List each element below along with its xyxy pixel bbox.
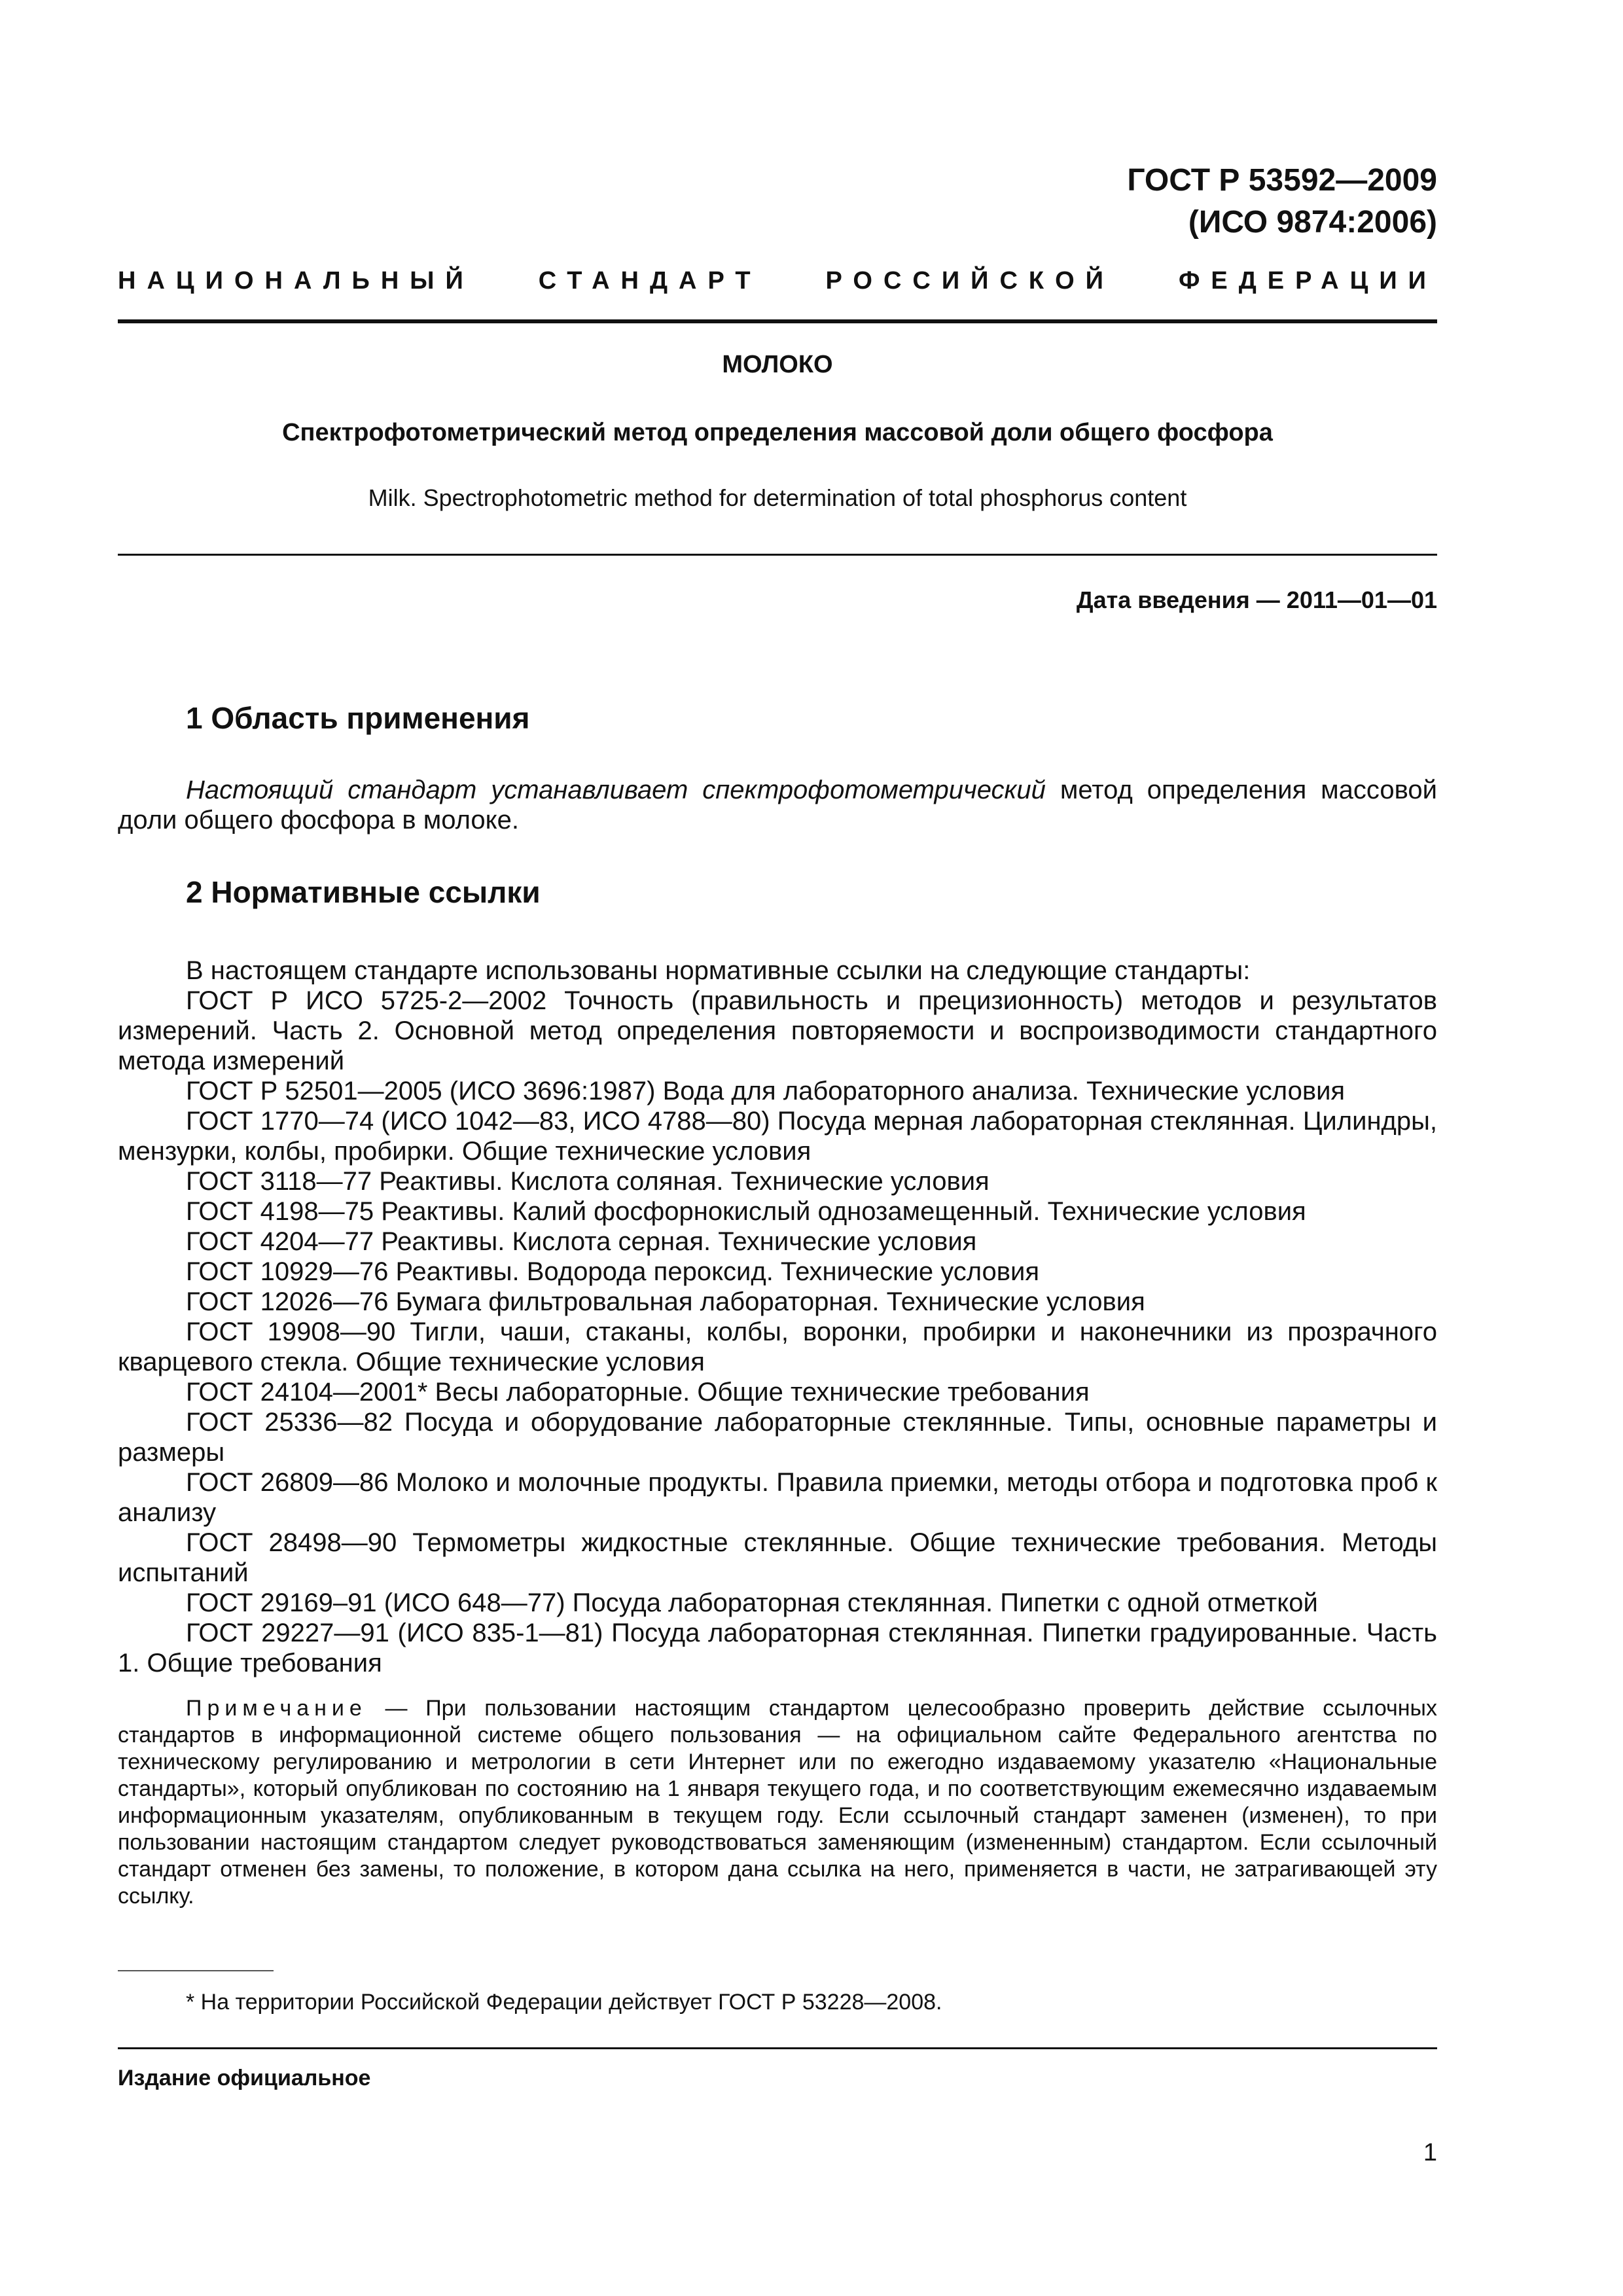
banner-word: НАЦИОНАЛЬНЫЙ [118, 267, 474, 295]
reference-item: ГОСТ Р ИСО 5725-2—2002 Точность (правильность и прецизионность) методов и результатов измерений. Часть 2. Основной метод определения повторяемости и воспроизводимости стандартного метода измерений [118, 986, 1437, 1075]
references-intro: В настоящем стандарте использованы нормативные ссылки на следующие стандарты: [186, 956, 1251, 985]
section-1-heading: 1 Область применения [186, 701, 530, 735]
normative-references-list [118, 956, 1437, 1678]
reference-item: ГОСТ 29169–91 (ИСО 648—77) Посуда лабораторная стеклянная. Пипетки с одной отметкой [186, 1588, 1318, 1617]
section-2-heading: 2 Нормативные ссылки [186, 875, 541, 909]
banner-word: ФЕДЕРАЦИИ [1178, 267, 1437, 295]
banner-word: СТАНДАРТ [538, 267, 762, 295]
reference-item: ГОСТ 10929—76 Реактивы. Водорода пероксид. Технические условия [186, 1257, 1040, 1286]
section-1-text [118, 775, 1437, 835]
reference-item: ГОСТ 25336—82 Посуда и оборудование лабораторные стеклянные. Типы, основные параметры и размеры [118, 1408, 1437, 1467]
references-note [118, 1695, 1437, 1910]
reference-item: ГОСТ 19908—90 Тигли, чаши, стаканы, колбы, воронки, пробирки и наконечники из прозрачного кварцевого стекла. Общие технические условия [118, 1318, 1437, 1376]
gost-code-block [1127, 160, 1437, 243]
section-1-text-italic: Настоящий стандарт устанавливает спектрофотометрический [186, 776, 1046, 804]
reference-item: ГОСТ 1770—74 (ИСО 1042—83, ИСО 4788—80) Посуда мерная лабораторная стеклянная. Цилиндры, мензурки, колбы, пробирки. Общие технические условия [118, 1107, 1437, 1166]
note-label: Примечание [186, 1696, 367, 1721]
document-title: МОЛОКО [722, 351, 833, 378]
page-number: 1 [1423, 2139, 1437, 2166]
footnote: * На территории Российской Федерации действует ГОСТ Р 53228—2008. [186, 1990, 942, 2015]
iso-number: (ИСО 9874:2006) [1188, 205, 1437, 240]
footnote-divider [118, 1970, 274, 1971]
header-divider [118, 319, 1437, 323]
reference-item: ГОСТ 12026—76 Бумага фильтровальная лабораторная. Технические условия [186, 1287, 1145, 1316]
introduction-date: Дата введения — 2011—01—01 [1076, 586, 1437, 613]
reference-item: ГОСТ Р 52501—2005 (ИСО 3696:1987) Вода для лабораторного анализа. Технические условия [186, 1077, 1346, 1105]
national-standard-banner [118, 267, 1437, 295]
title-divider [118, 554, 1437, 556]
reference-item: ГОСТ 26809—86 Молоко и молочные продукты. Правила приемки, методы отбора и подготовка проб к анализу [118, 1468, 1437, 1527]
note-text: — При пользовании настоящим стандартом целесообразно проверить действие ссылочных стандартов в информационной системе общего пользования — на официальном сайте Федерального агентства по техническому регулированию и метрологии в сети Интернет или по ежегодно издаваемому указателю «Национальные стандарты», который опубликован по состоянию на 1 января текущего года, и по соответствующим ежемесячно издаваемым информационным указателям, опубликованным в текущем году. Если ссылочный стандарт заменен (изменен), то при пользовании настоящим стандартом следует руководствоваться заменяющим (измененным) стандартом. Если ссылочный стандарт отменен без замены, то положение, в котором дана ссылка на него, применяется в части, не затрагивающей эту ссылку. [118, 1696, 1437, 1909]
reference-item: ГОСТ 4198—75 Реактивы. Калий фосфорнокислый однозамещенный. Технические условия [186, 1197, 1306, 1226]
section-1-text-rest: метод определения массовой доли общего фосфора в молоке. [118, 776, 1437, 834]
document-subtitle: Спектрофотометрический метод определения массовой доли общего фосфора [282, 419, 1273, 446]
official-edition: Издание официальное [118, 2066, 371, 2090]
banner-word: РОССИЙСКОЙ [825, 267, 1115, 295]
footer-divider [118, 2047, 1437, 2049]
reference-item: ГОСТ 4204—77 Реактивы. Кислота серная. Технические условия [186, 1227, 977, 1256]
gost-number: ГОСТ Р 53592—2009 [1127, 163, 1437, 198]
reference-item: ГОСТ 29227—91 (ИСО 835-1—81) Посуда лабораторная стеклянная. Пипетки градуированные. Часть 1. Общие требования [118, 1619, 1437, 1677]
reference-item: ГОСТ 28498—90 Термометры жидкостные стеклянные. Общие технические требования. Методы испытаний [118, 1528, 1437, 1587]
reference-item: ГОСТ 3118—77 Реактивы. Кислота соляная. Технические условия [186, 1167, 990, 1196]
reference-item: ГОСТ 24104—2001* Весы лабораторные. Общие технические требования [186, 1378, 1090, 1407]
english-title: Milk. Spectrophotometric method for determination of total phosphorus content [368, 484, 1187, 511]
